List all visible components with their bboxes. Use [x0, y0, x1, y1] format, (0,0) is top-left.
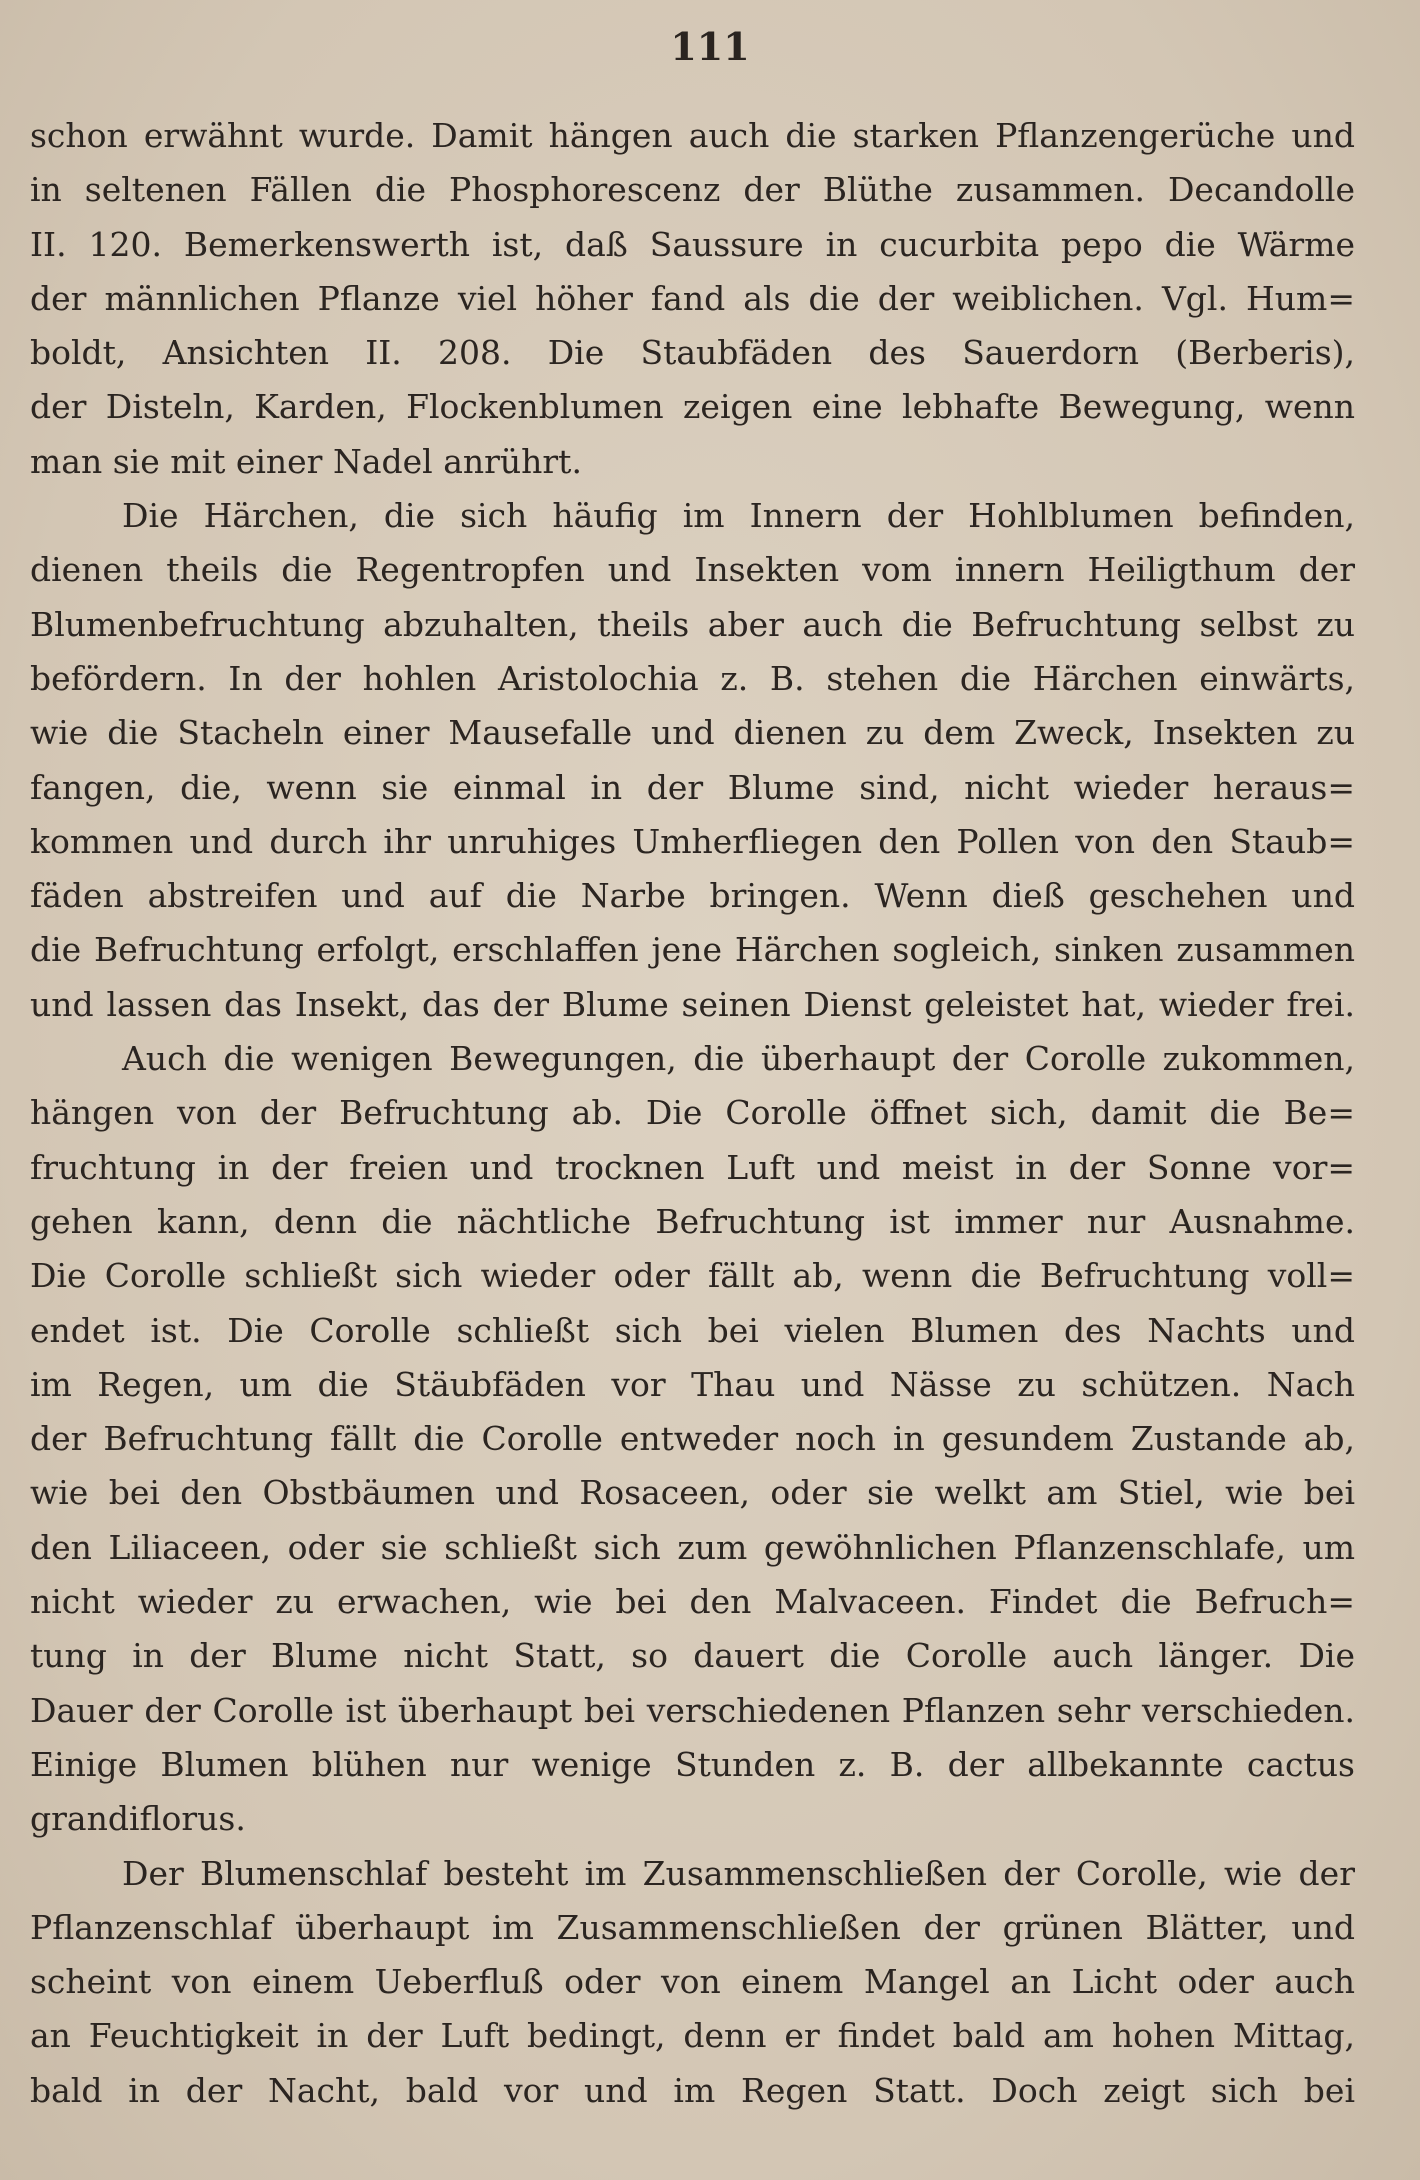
text-line: fäden abstreifen und auf die Narbe bringen. Wenn dieß geschehen und	[30, 876, 1355, 916]
text-line: Die Härchen, die sich häufig im Innern der Hohlblumen befinden,	[122, 496, 1355, 536]
text-line: hängen von der Befruchtung ab. Die Corolle öffnet sich, damit die Be=	[30, 1093, 1355, 1133]
text-line: bald in der Nacht, bald vor und im Regen Statt. Doch zeigt sich bei	[30, 2070, 1355, 2110]
text-line: im Regen, um die Stäubfäden vor Thau und Nässe zu schützen. Nach	[30, 1364, 1355, 1404]
text-line: man sie mit einer Nadel anrührt.	[30, 441, 582, 481]
text-line: Die Corolle schließt sich wieder oder fällt ab, wenn die Befruchtung voll=	[30, 1256, 1355, 1296]
text-line: kommen und durch ihr unruhiges Umherfliegen den Pollen von den Staub=	[30, 821, 1355, 861]
page-number: 111	[670, 24, 750, 69]
paragraph	[30, 1847, 1355, 2118]
text-line: boldt, Ansichten II. 208. Die Staubfäden des Sauerdorn (Berberis),	[30, 333, 1355, 373]
text-line: Einige Blumen blühen nur wenige Stunden z. B. der allbekannte cactus	[30, 1744, 1355, 1784]
text-line: Pflanzenschlaf überhaupt im Zusammenschließen der grünen Blätter, und	[30, 1907, 1355, 1947]
text-line: fangen, die, wenn sie einmal in der Blume sind, nicht wieder heraus=	[30, 767, 1355, 807]
text-line: Auch die wenigen Bewegungen, die überhaupt der Corolle zukommen,	[122, 1039, 1355, 1079]
text-line: endet ist. Die Corolle schließt sich bei vielen Blumen des Nachts und	[30, 1310, 1355, 1350]
text-line: scheint von einem Ueberfluß oder von einem Mangel an Licht oder auch	[30, 1962, 1355, 2002]
text-line: befördern. In der hohlen Aristolochia z. B. stehen die Härchen einwärts,	[30, 658, 1355, 698]
text-line: nicht wieder zu erwachen, wie bei den Malvaceen. Findet die Befruch=	[30, 1582, 1355, 1622]
text-line: Blumenbefruchtung abzuhalten, theils aber auch die Befruchtung selbst zu	[30, 604, 1355, 644]
text-line: dienen theils die Regentropfen und Insekten vom innern Heiligthum der	[30, 550, 1355, 590]
text-line: wie die Stacheln einer Mausefalle und dienen zu dem Zweck, Insekten zu	[30, 713, 1355, 753]
paragraph	[30, 1032, 1355, 1846]
text-line: wie bei den Obstbäumen und Rosaceen, oder sie welkt am Stiel, wie bei	[30, 1473, 1355, 1513]
text-line: in seltenen Fällen die Phosphorescenz der Blüthe zusammen. Decandolle	[30, 170, 1355, 210]
text-line: gehen kann, denn die nächtliche Befruchtung ist immer nur Ausnahme.	[30, 1201, 1355, 1241]
text-line: fruchtung in der freien und trocknen Luft und meist in der Sonne vor=	[30, 1147, 1355, 1187]
text-line: und lassen das Insekt, das der Blume seinen Dienst geleistet hat, wieder frei.	[30, 984, 1355, 1024]
text-line: der männlichen Pflanze viel höher fand als die der weiblichen. Vgl. Hum=	[30, 278, 1355, 318]
paragraph	[30, 109, 1355, 489]
text-line: II. 120. Bemerkenswerth ist, daß Saussure in cucurbita pepo die Wärme	[30, 224, 1355, 264]
text-line: der Befruchtung fällt die Corolle entweder noch in gesundem Zustande ab,	[30, 1419, 1355, 1459]
text-line: an Feuchtigkeit in der Luft bedingt, denn er findet bald am hohen Mittag,	[30, 2016, 1355, 2056]
text-line: die Befruchtung erfolgt, erschlaffen jene Härchen sogleich, sinken zusammen	[30, 930, 1355, 970]
text-line: Dauer der Corolle ist überhaupt bei verschiedenen Pflanzen sehr verschieden.	[30, 1690, 1355, 1730]
text-line: Der Blumenschlaf besteht im Zusammenschließen der Corolle, wie der	[122, 1853, 1355, 1893]
text-line: tung in der Blume nicht Statt, so dauert die Corolle auch länger. Die	[30, 1636, 1355, 1676]
paragraph	[30, 489, 1355, 1032]
text-line: der Disteln, Karden, Flockenblumen zeigen eine lebhafte Bewegung, wenn	[30, 387, 1355, 427]
text-line: grandiflorus.	[30, 1799, 246, 1839]
text-line: schon erwähnt wurde. Damit hängen auch die starken Pflanzengerüche und	[30, 116, 1355, 155]
page-body-text	[30, 109, 1355, 2118]
text-line: den Liliaceen, oder sie schließt sich zum gewöhnlichen Pflanzenschlafe, um	[30, 1527, 1355, 1567]
